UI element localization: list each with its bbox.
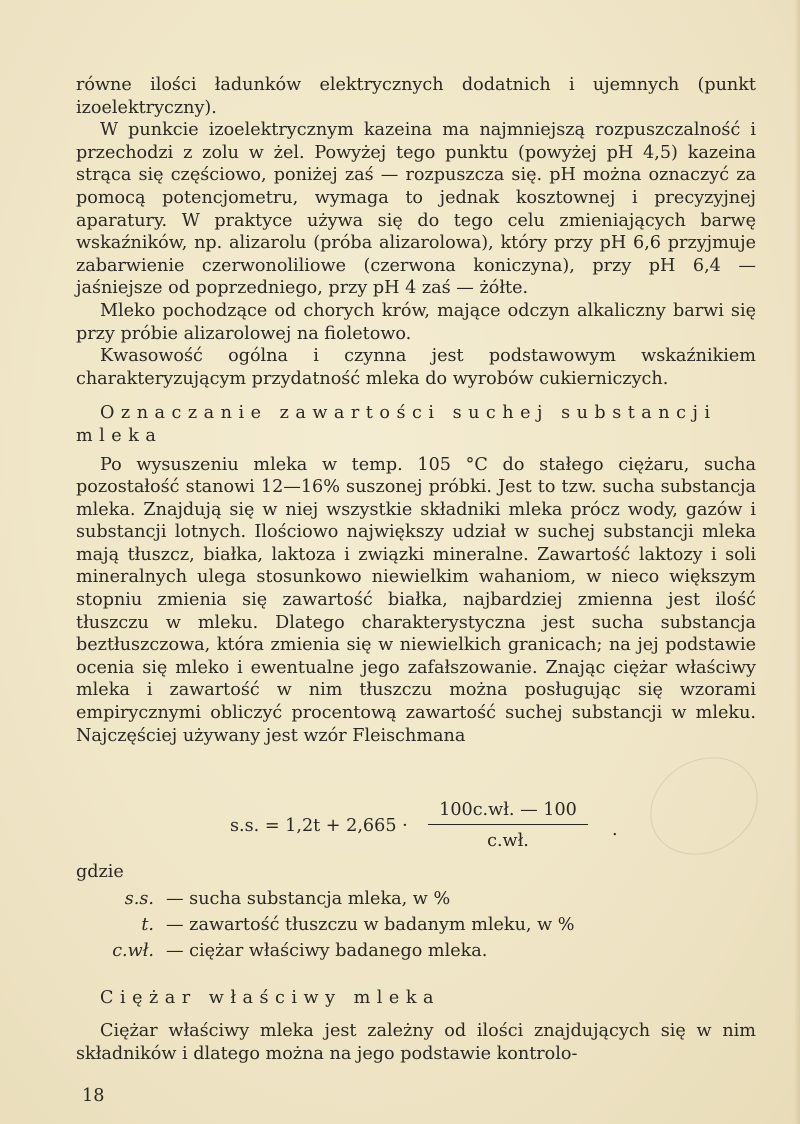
main-text-block	[76, 74, 756, 747]
definition-description: — sucha substancja mleka, w %	[166, 889, 451, 909]
definition-symbol: t.	[141, 915, 154, 935]
definition-description: — ciężar właściwy badanego mleka.	[166, 941, 488, 961]
fleischmann-formula	[230, 798, 650, 858]
definition-symbol: c.wł.	[112, 941, 154, 961]
definition-description: — zawartość tłuszczu w badanym mleku, w %	[166, 915, 575, 935]
symbol-definitions	[76, 886, 616, 964]
paragraph-acidity: Kwasowość ogólna i czynna jest podstawowym wskaźnikiem charakteryzującym przydatność mleka do wyrobów cukierniczych.	[76, 346, 756, 389]
formula-left-side: s.s. = 1,2t + 2,665 ·	[230, 816, 408, 836]
definition-row	[76, 912, 616, 938]
paragraph-sick-cows: Mleko pochodzące od chorych krów, mające odczyn alkaliczny barwi się przy próbie alizarolowej na fioletowo.	[76, 300, 756, 344]
definition-row	[76, 886, 616, 912]
formula-period: .	[612, 820, 618, 840]
paragraph-isoelectric-end: równe ilości ładunków elektrycznych dodatnich i ujemnych (punkt izoelektryczny).	[76, 75, 756, 118]
formula-numerator: 100c.wł. — 100	[439, 800, 577, 820]
faded-stamp-mark	[633, 738, 776, 874]
section-heading-specific-gravity: Ciężar właściwy mleka	[100, 988, 440, 1008]
page-edge-shadow	[794, 0, 800, 1124]
page-number: 18	[82, 1086, 105, 1106]
formula-fraction	[428, 798, 588, 853]
paragraph-dry-matter: Po wysuszeniu mleka w temp. 105 °C do stałego ciężaru, sucha pozostałość stanowi 12—16% suszonej próbki. Jest to tzw. sucha substancja mleka. Znajdują się w niej wszystkie składniki mleka prócz wody, gazów i substancji lotnych. Ilościowo największy udział w suchej substancji mleka mają tłuszcz, białka, laktoza i związki mineralne. Zawartość laktozy i soli mineralnych ulega stosunkowo niewielkim wahaniom, w nieco większym stopniu zmienia się zawartość białka, najbardziej zmienna jest ilość tłuszczu w mleku. Dlatego charakterystyczna jest sucha substancja beztłuszczowa, która zmienia się w niewielkich granicach; na jej podstawie ocenia się mleko i ewentualne jego zafałszowanie. Znając ciężar właściwy mleka i zawartość w nim tłuszczu można posługując się wzorami empirycznymi obliczyć procentową zawartość suchej substancji w mleku. Najczęściej używany jest wzór Fleischmana	[76, 454, 756, 746]
fraction-bar	[428, 824, 588, 825]
definition-row	[76, 938, 616, 964]
where-label: gdzie	[76, 862, 124, 882]
definition-symbol: s.s.	[124, 889, 154, 909]
paragraph-specific-gravity: Ciężar właściwy mleka jest zależny od ilości znajdujących się w nim składników i dlatego można na jego podstawie kontrolo-	[76, 1021, 756, 1064]
formula-denominator: c.wł.	[487, 831, 529, 851]
section-heading-dry-matter: Oznaczanie zawartości suchej substancji mleka	[76, 403, 717, 446]
paragraph-isoelectric-casein: W punkcie izoelektrycznym kazeina ma najmniejszą rozpuszczalność i przechodzi z zolu w żel. Powyżej tego punktu (powyżej pH 4,5) kazeina strąca się częściowo, poniżej zaś — rozpuszcza się. pH można oznaczyć za pomocą potencjometru, wymaga to jednak kosztownej i precyzyjnej aparatury. W praktyce używa się do tego celu zmieniających barwę wskaźników, np. alizarolu (próba alizarolowa), który przy pH 6,6 przyjmuje zabarwienie czerwonoliliowe (czerwona koniczyna), przy pH 6,4 — jaśniejsze od poprzedniego, przy pH 4 zaś — żółte.	[76, 120, 756, 299]
